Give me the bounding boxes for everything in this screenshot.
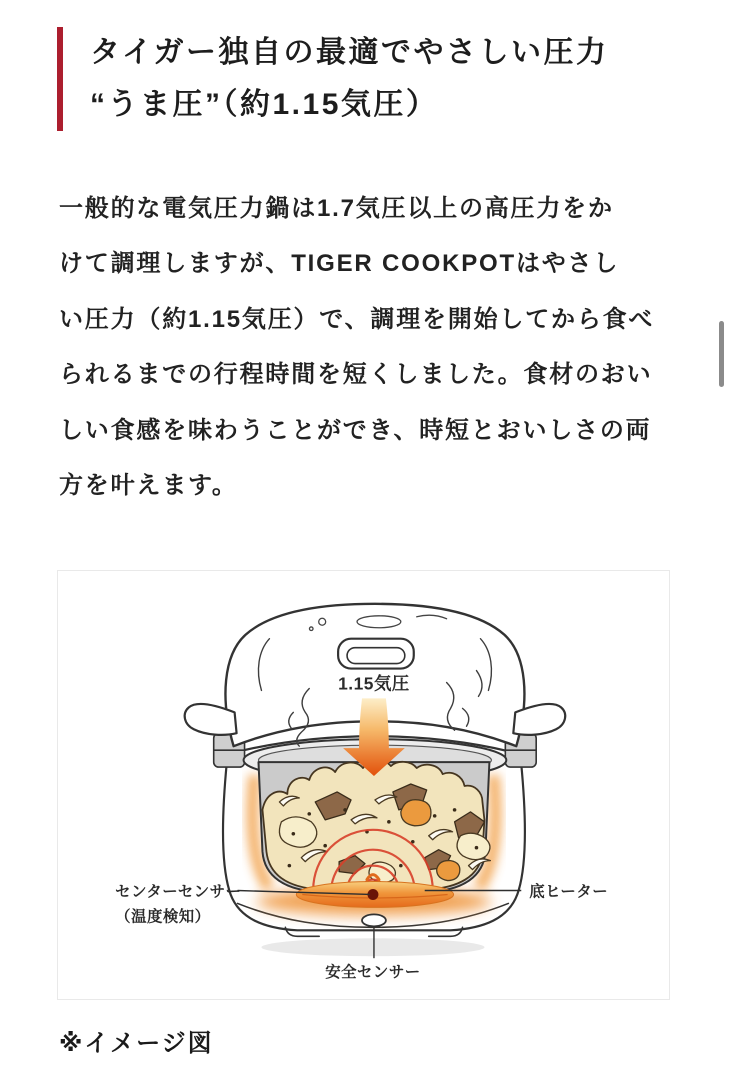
bottom-heater-label: 底ヒーター xyxy=(529,883,609,901)
cooker-illustration xyxy=(58,571,669,999)
paragraph-line: られるまでの行程時間を短くしました。食材のおい xyxy=(59,361,653,389)
safety-sensor-label: 安全センサー xyxy=(325,964,421,982)
pressure-label: 1.15気圧 xyxy=(338,673,410,694)
heading-accent-bar xyxy=(57,27,63,131)
section-title-line2: “うま圧”（約1.15気圧） xyxy=(90,88,439,121)
pot-shadow xyxy=(261,938,484,956)
paragraph-line: い圧力（約1.15気圧）で、調理を開始してから食べ xyxy=(59,305,655,333)
cooker-illustration-figure xyxy=(57,570,670,1000)
paragraph-line: 一般的な電気圧力鍋は1.7気圧以上の高圧力をか xyxy=(59,195,614,222)
safety-sensor xyxy=(362,914,386,926)
center-sensor-sublabel: （温度検知） xyxy=(115,908,211,926)
section-heading xyxy=(57,27,609,131)
paragraph-line: しい食感を味わうことができ、時短とおいしさの両 xyxy=(59,416,652,444)
center-sensor-label: センターセンサー xyxy=(115,883,242,901)
section-paragraph xyxy=(59,181,699,513)
scrollbar-thumb[interactable] xyxy=(719,321,724,387)
food-stew xyxy=(262,760,490,889)
paragraph-line: 方を叶えます。 xyxy=(59,472,238,500)
section-title xyxy=(90,27,609,131)
paragraph-line: けて調理しますが、TIGER COOKPOTはやさし xyxy=(59,250,620,278)
figure-caption: ※イメージ図 xyxy=(59,1030,214,1057)
section-title-line1: タイガー独自の最適でやさしい圧力 xyxy=(90,36,609,69)
